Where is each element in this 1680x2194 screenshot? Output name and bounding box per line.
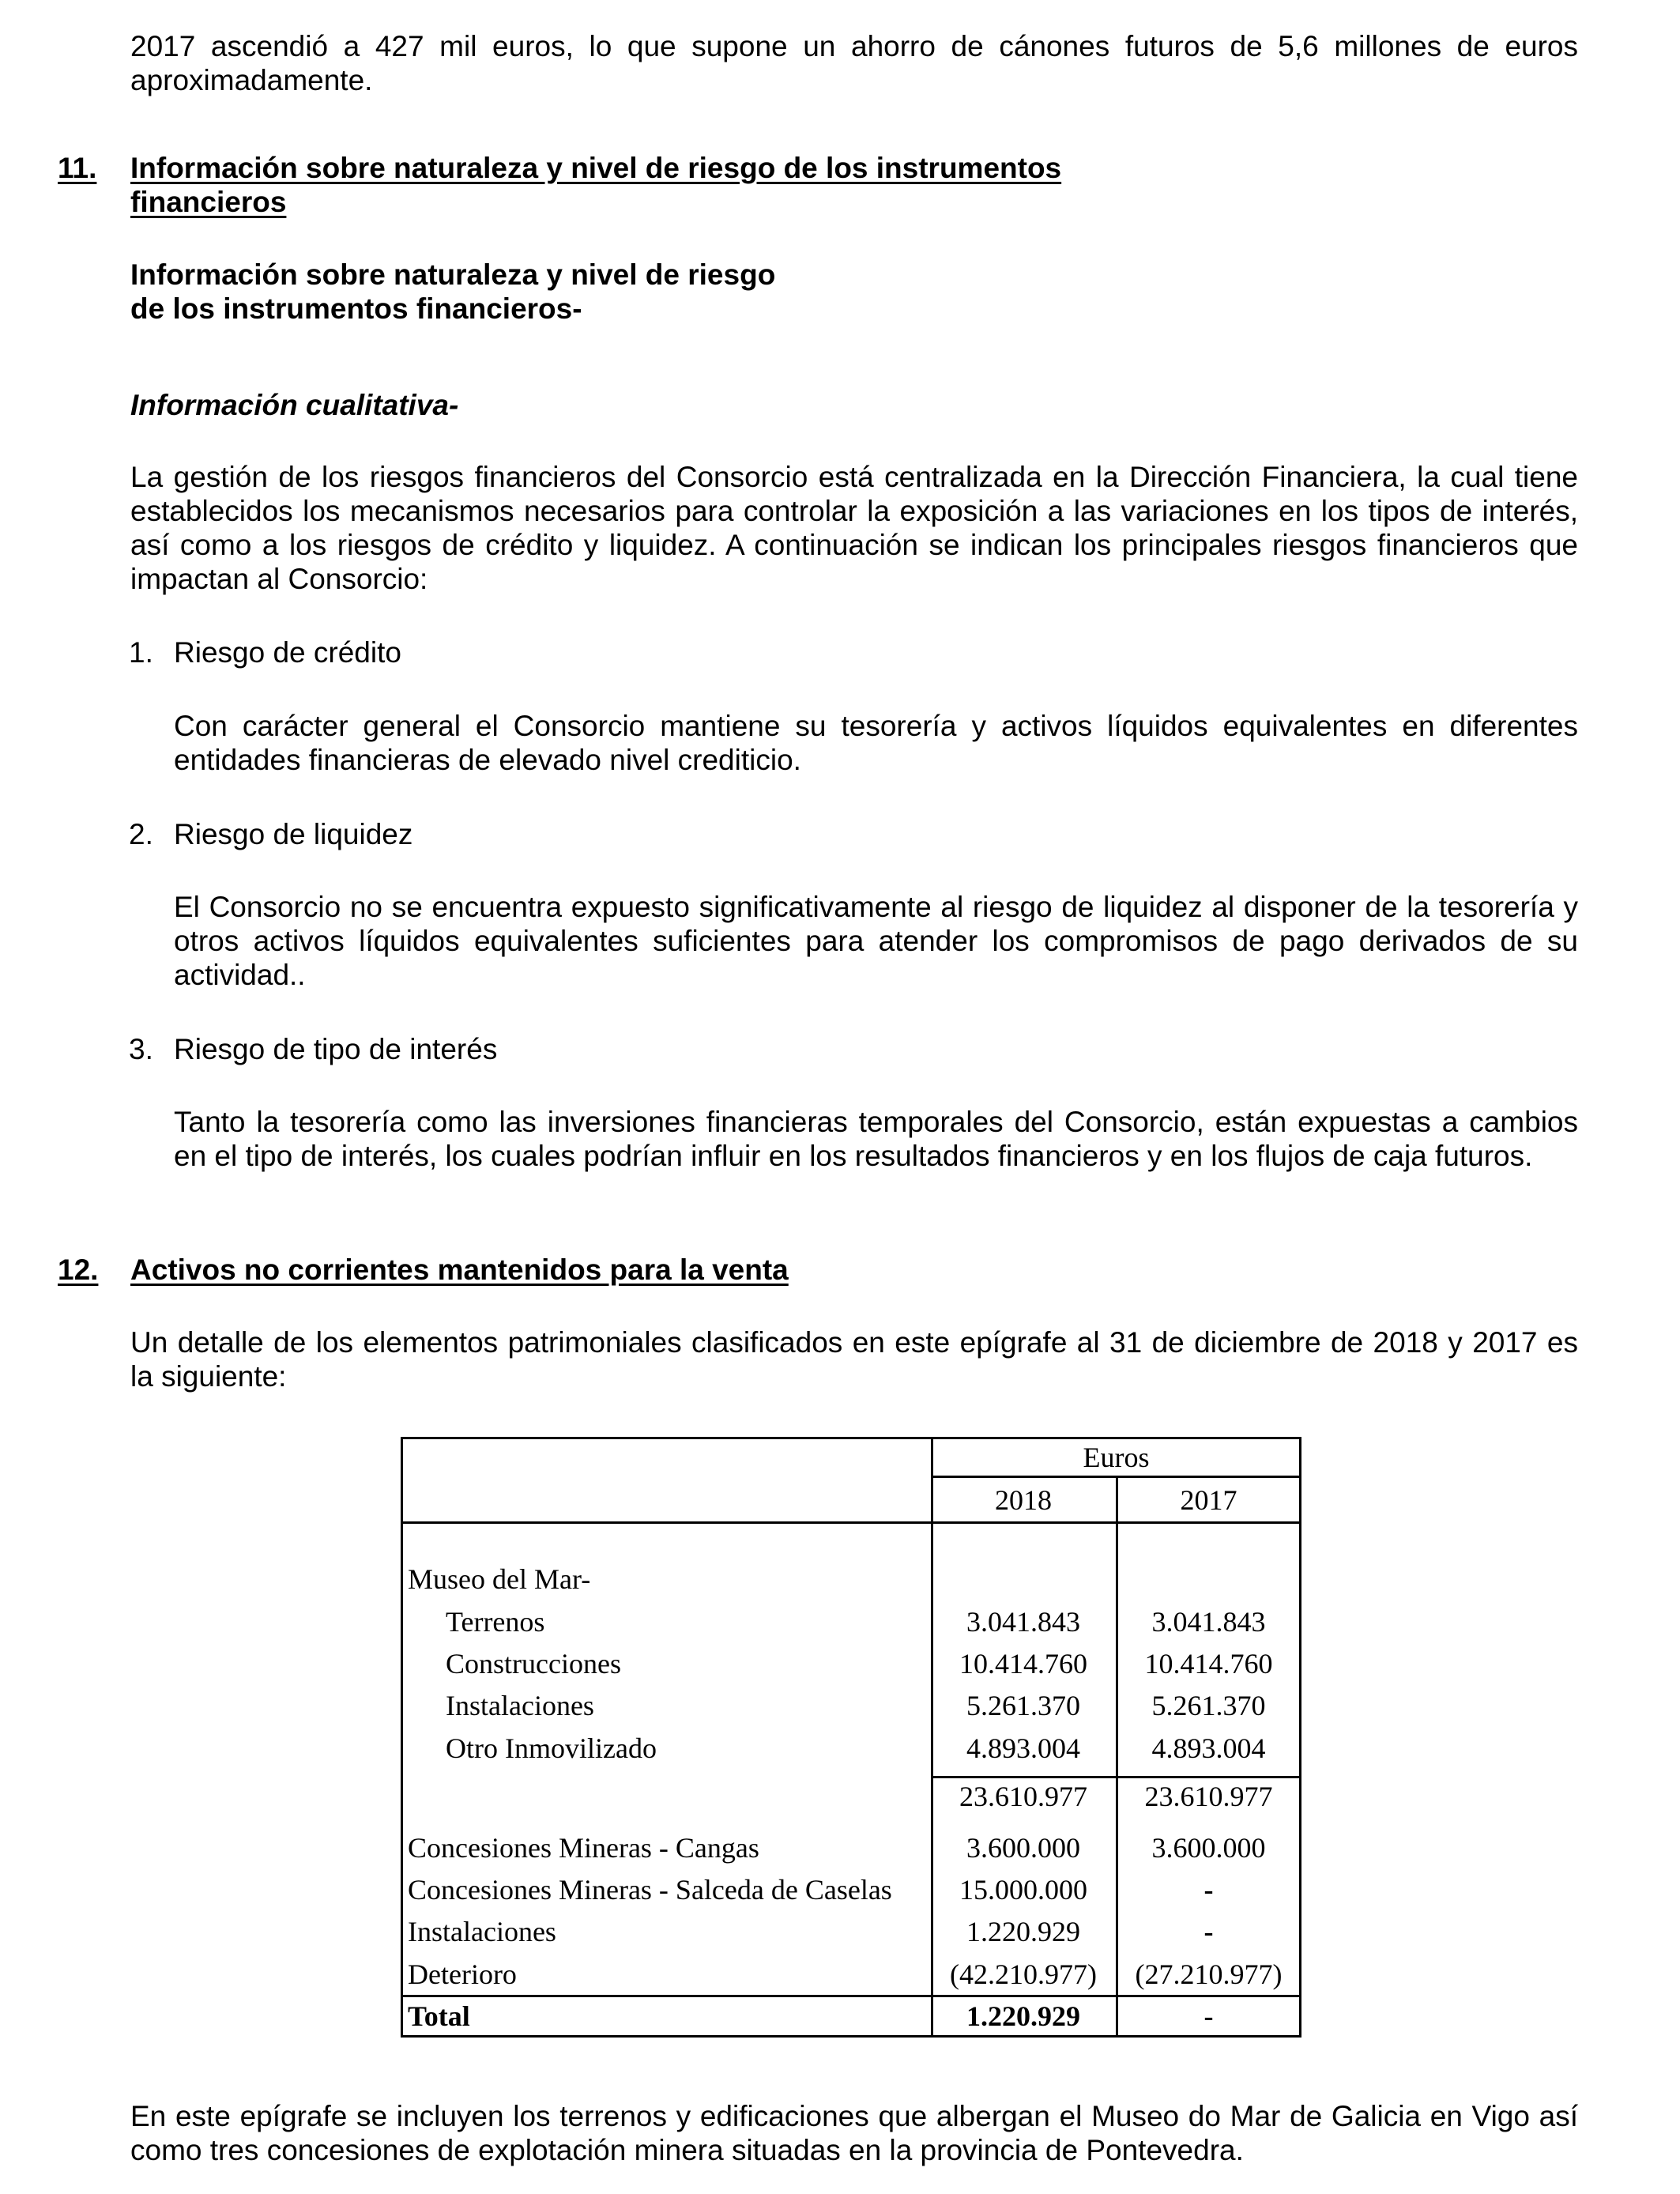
section-11-subtitle-line-2: de los instrumentos financieros- (130, 292, 582, 325)
row-salceda-2017: - (1203, 1874, 1214, 1906)
row-deterioro-2018: (42.210.977) (950, 1958, 1097, 1990)
row-construcciones-2018: 10.414.760 (959, 1648, 1087, 1679)
subtotal-2017: 23.610.977 (1144, 1781, 1273, 1812)
header-2017: 2017 (1180, 1484, 1237, 1516)
risk-2-title: Riesgo de liquidez (174, 818, 413, 850)
risk-intro-paragraph: La gestión de los riesgos financieros del Consorcio está centralizada en la Dirección Financiera, la cual tiene establecidos los mecanismos necesarios para controlar la exposición a las variaciones en los tipos de interés, así como a los riesgos de crédito y liquidez. A continuación se indican los principales riesgos financieros que impactan al Consorcio: (130, 461, 1578, 595)
assets-table (401, 1437, 1301, 2038)
assets-intro-paragraph: Un detalle de los elementos patrimoniales clasificados en este epígrafe al 31 de diciembre de 2018 y 2017 es la siguiente: (130, 1326, 1578, 1393)
row-instalaciones-2-2018: 1.220.929 (966, 1916, 1080, 1947)
subtotal-2018: 23.610.977 (959, 1781, 1087, 1812)
row-deterioro-label: Deterioro (408, 1958, 517, 1990)
section-11-subtitle-line-1: Información sobre naturaleza y nivel de riesgo (130, 258, 776, 291)
row-terrenos-label: Terrenos (446, 1606, 545, 1638)
row-construcciones-2017: 10.414.760 (1144, 1648, 1273, 1679)
section-11-title-line-2: financieros (130, 186, 287, 218)
row-otro-inmovilizado-label: Otro Inmovilizado (446, 1732, 657, 1764)
group-label-museo: Museo del Mar- (408, 1563, 591, 1595)
total-2017: - (1203, 2000, 1214, 2032)
qualitative-heading: Información cualitativa- (130, 389, 459, 421)
header-euros: Euros (1083, 1442, 1150, 1473)
row-instalaciones-label: Instalaciones (446, 1690, 594, 1721)
header-2018: 2018 (995, 1484, 1052, 1516)
section-11-title-line-1: Información sobre naturaleza y nivel de riesgo de los instrumentos (130, 152, 1062, 184)
row-instalaciones-2017: 5.261.370 (1151, 1690, 1266, 1721)
row-salceda-2018: 15.000.000 (959, 1874, 1087, 1906)
total-2018: 1.220.929 (966, 2000, 1080, 2032)
row-cangas-2018: 3.600.000 (966, 1832, 1080, 1864)
row-salceda-label: Concesiones Mineras - Salceda de Caselas (408, 1874, 892, 1906)
row-construcciones-label: Construcciones (446, 1648, 621, 1679)
section-11-number: 11. (58, 152, 97, 184)
risk-3-title: Riesgo de tipo de interés (174, 1033, 498, 1065)
total-label: Total (408, 2000, 470, 2032)
risk-2-number: 2. (129, 818, 153, 850)
row-terrenos-2017: 3.041.843 (1151, 1606, 1266, 1638)
row-instalaciones-2-label: Instalaciones (408, 1916, 556, 1947)
intro-line-2: aproximadamente. (130, 64, 373, 96)
risk-1-title: Riesgo de crédito (174, 636, 401, 669)
row-cangas-label: Concesiones Mineras - Cangas (408, 1832, 759, 1864)
row-deterioro-2017: (27.210.977) (1135, 1958, 1283, 1990)
row-otro-inmovilizado-2017: 4.893.004 (1151, 1732, 1266, 1764)
row-terrenos-2018: 3.041.843 (966, 1606, 1080, 1638)
section-12-number: 12. (58, 1253, 99, 1286)
intro-line-1: 2017 ascendió a 427 mil euros, lo que supone un ahorro de cánones futuros de 5,6 millones de euros (130, 30, 1578, 62)
risk-1-number: 1. (129, 636, 153, 669)
row-cangas-2017: 3.600.000 (1151, 1832, 1266, 1864)
row-instalaciones-2-2017: - (1203, 1916, 1214, 1947)
risk-1-text: Con carácter general el Consorcio mantiene su tesorería y activos líquidos equivalentes en diferentes entidades financieras de elevado nivel crediticio. (174, 710, 1578, 776)
risk-3-text: Tanto la tesorería como las inversiones financieras temporales del Consorcio, están expuestas a cambios en el tipo de interés, los cuales podrían influir en los resultados financieros y en los flujos de caja futuros. (174, 1106, 1578, 1172)
row-instalaciones-2018: 5.261.370 (966, 1690, 1080, 1721)
closing-paragraph: En este epígrafe se incluyen los terrenos y edificaciones que albergan el Museo do Mar de Galicia en Vigo así como tres concesiones de explotación minera situadas en la provincia de Pontevedra. (130, 2100, 1578, 2166)
risk-3-number: 3. (129, 1033, 153, 1065)
risk-2-text: El Consorcio no se encuentra expuesto significativamente al riesgo de liquidez al disponer de la tesorería y otros activos líquidos equivalentes suficientes para atender los compromisos de pago derivados de su actividad.. (174, 891, 1578, 991)
section-12-title: Activos no corrientes mantenidos para la venta (130, 1253, 789, 1286)
row-otro-inmovilizado-2018: 4.893.004 (966, 1732, 1080, 1764)
